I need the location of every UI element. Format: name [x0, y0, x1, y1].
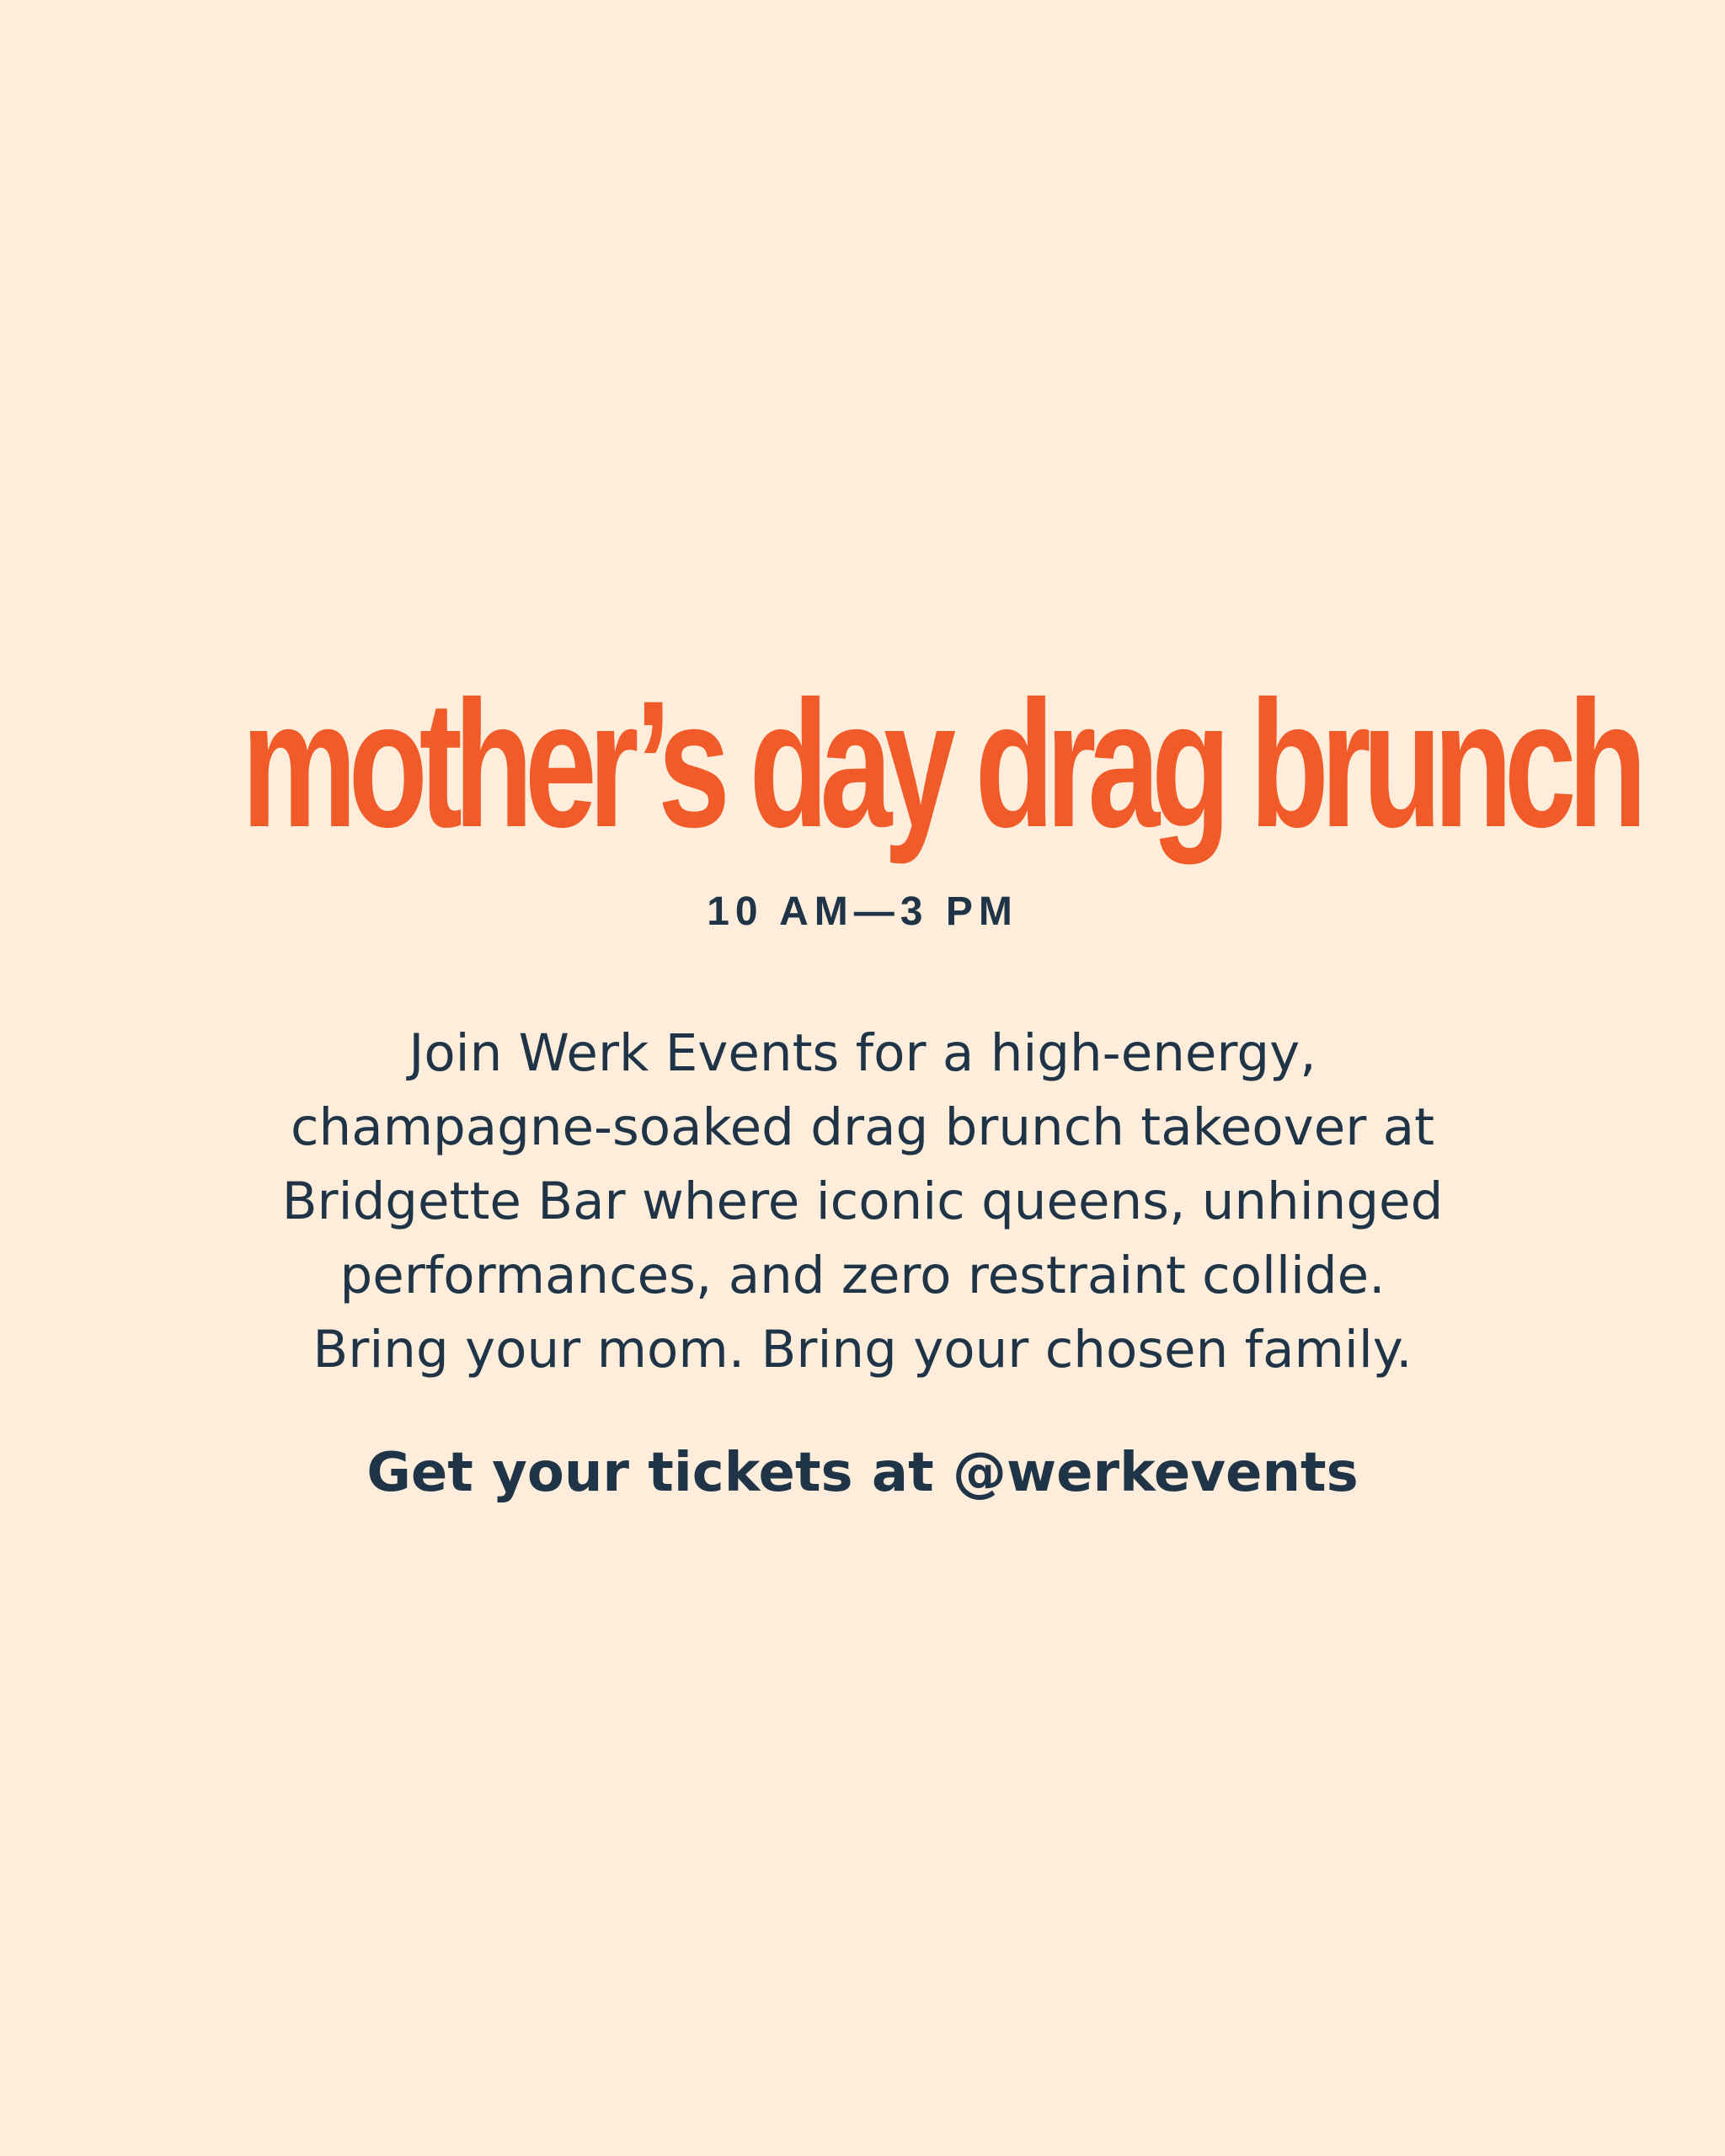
event-time: 10 AM—3 PM — [707, 889, 1018, 935]
description-line-4: performances, and zero restraint collide. — [339, 1246, 1386, 1306]
event-description — [214, 1017, 1511, 1387]
description-line-3: Bridgette Bar where iconic queens, unhinged — [281, 1171, 1444, 1232]
description-line-1: Join Werk Events for a high-energy, — [409, 1023, 1316, 1084]
event-title: mother’s day drag brunch — [241, 664, 1639, 865]
description-line-5: Bring your mom. Bring your chosen family. — [312, 1320, 1413, 1380]
poster-content — [0, 664, 1725, 1505]
ticket-call-to-action: Get your tickets at @werkevents — [366, 1442, 1359, 1505]
description-line-2: champagne-soaked drag brunch takeover at — [291, 1097, 1434, 1158]
